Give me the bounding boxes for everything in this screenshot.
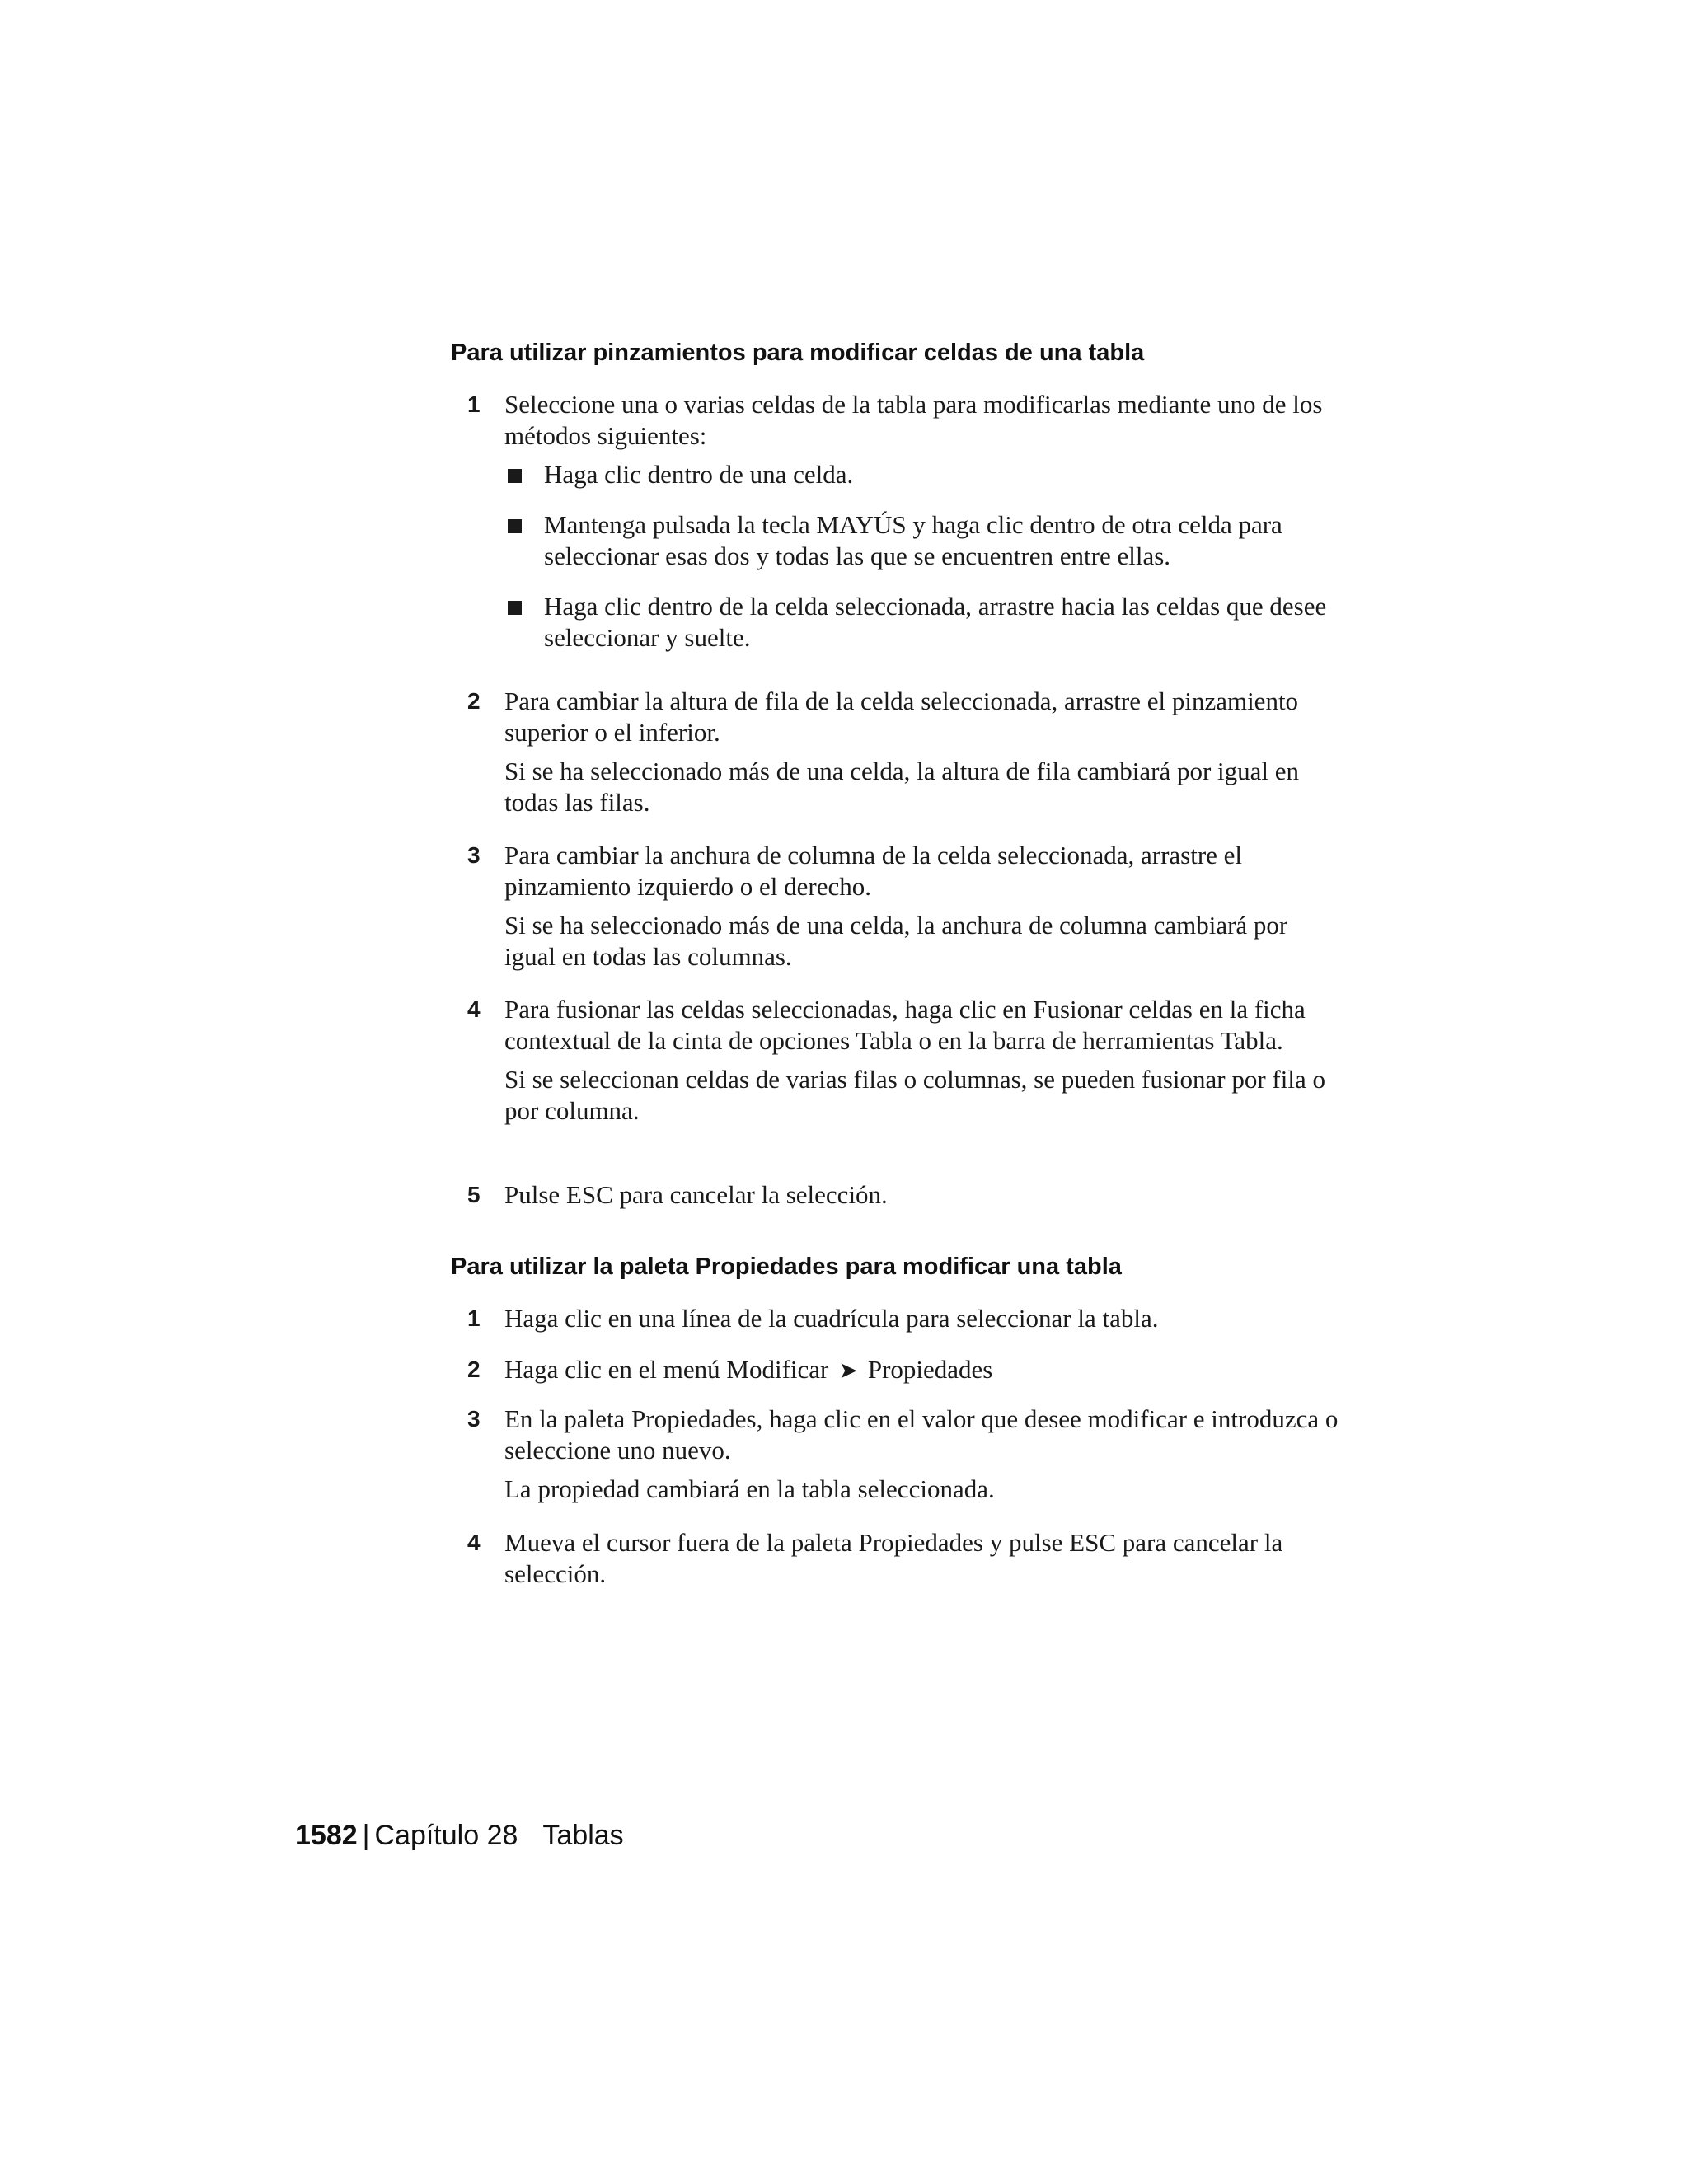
page-footer bbox=[295, 1820, 624, 1852]
step-text bbox=[504, 1354, 1341, 1386]
step-number: 3 bbox=[467, 1406, 481, 1432]
step-number: 1 bbox=[467, 391, 481, 417]
step-text: Pulse ESC para cancelar la selección. bbox=[504, 1180, 888, 1209]
square-bullet-icon bbox=[508, 519, 522, 533]
bullet-text: Haga clic dentro de la celda seleccionada, arrastre hacia las celdas que desee seleccionar y suelte. bbox=[544, 592, 1327, 652]
step-note: Si se ha seleccionado más de una celda, la altura de fila cambiará por igual en todas las filas. bbox=[504, 757, 1300, 817]
section-heading-properties: Para utilizar la paleta Propiedades para modificar una tabla bbox=[451, 1254, 1122, 1280]
step-3-properties bbox=[467, 1404, 1341, 1505]
step-4-grips bbox=[467, 994, 1341, 1127]
step-4-properties bbox=[467, 1527, 1341, 1590]
menu-path-start: Haga clic en el menú Modificar bbox=[504, 1355, 829, 1384]
bullet-text: Haga clic dentro de una celda. bbox=[544, 460, 854, 489]
bullet-item bbox=[504, 591, 1341, 654]
step-text: Para cambiar la anchura de columna de la celda seleccionada, arrastre el pinzamiento izquierdo o el derecho. bbox=[504, 841, 1243, 901]
step-2-properties bbox=[467, 1354, 1341, 1386]
step-number: 4 bbox=[467, 1530, 481, 1555]
step-note: Si se ha seleccionado más de una celda, la anchura de columna cambiará por igual en todas las columnas. bbox=[504, 911, 1288, 971]
chapter-label: Capítulo 28 bbox=[374, 1820, 518, 1851]
step-1-grips bbox=[467, 389, 1341, 654]
step-2-grips bbox=[467, 686, 1341, 818]
menu-arrow-icon: ➤ bbox=[838, 1357, 858, 1384]
step-text: Mueva el cursor fuera de la paleta Propiedades y pulse ESC para cancelar la selección. bbox=[504, 1528, 1283, 1588]
menu-path-end: Propiedades bbox=[867, 1355, 993, 1384]
step-number: 4 bbox=[467, 996, 481, 1022]
step-number: 2 bbox=[467, 688, 481, 714]
step-1-properties bbox=[467, 1303, 1341, 1334]
section-heading-grips: Para utilizar pinzamientos para modificar celdas de una tabla bbox=[451, 340, 1145, 366]
bullet-item bbox=[504, 459, 1341, 490]
step-number: 5 bbox=[467, 1182, 481, 1207]
step-number: 3 bbox=[467, 842, 481, 868]
square-bullet-icon bbox=[508, 469, 522, 483]
step-text: Para fusionar las celdas seleccionadas, haga clic en Fusionar celdas en la ficha contextual de la cinta de opciones Tabla o en la barra de herramientas Tabla. bbox=[504, 995, 1306, 1055]
step-number: 2 bbox=[467, 1357, 481, 1382]
bullet-text: Mantenga pulsada la tecla MAYÚS y haga clic dentro de otra celda para seleccionar esas dos y todas las que se encuentren entre ellas. bbox=[544, 510, 1282, 570]
step-note: La propiedad cambiará en la tabla seleccionada. bbox=[504, 1474, 995, 1503]
step-text: En la paleta Propiedades, haga clic en el valor que desee modificar e introduzca o seleccione uno nuevo. bbox=[504, 1404, 1339, 1465]
bullet-item bbox=[504, 509, 1341, 572]
step-text: Haga clic en una línea de la cuadrícula para seleccionar la tabla. bbox=[504, 1304, 1159, 1333]
step-number: 1 bbox=[467, 1305, 481, 1331]
footer-separator: | bbox=[362, 1820, 370, 1851]
step-3-grips bbox=[467, 840, 1341, 972]
chapter-title: Tablas bbox=[542, 1820, 624, 1851]
step-5-grips bbox=[467, 1179, 1341, 1211]
step-text: Para cambiar la altura de fila de la celda seleccionada, arrastre el pinzamiento superior o el inferior. bbox=[504, 687, 1299, 747]
step-note: Si se seleccionan celdas de varias filas o columnas, se pueden fusionar por fila o por columna. bbox=[504, 1065, 1325, 1125]
step-text: Seleccione una o varias celdas de la tabla para modificarlas mediante uno de los métodos siguientes: bbox=[504, 390, 1323, 450]
square-bullet-icon bbox=[508, 601, 522, 615]
page-number: 1582 bbox=[295, 1820, 358, 1851]
